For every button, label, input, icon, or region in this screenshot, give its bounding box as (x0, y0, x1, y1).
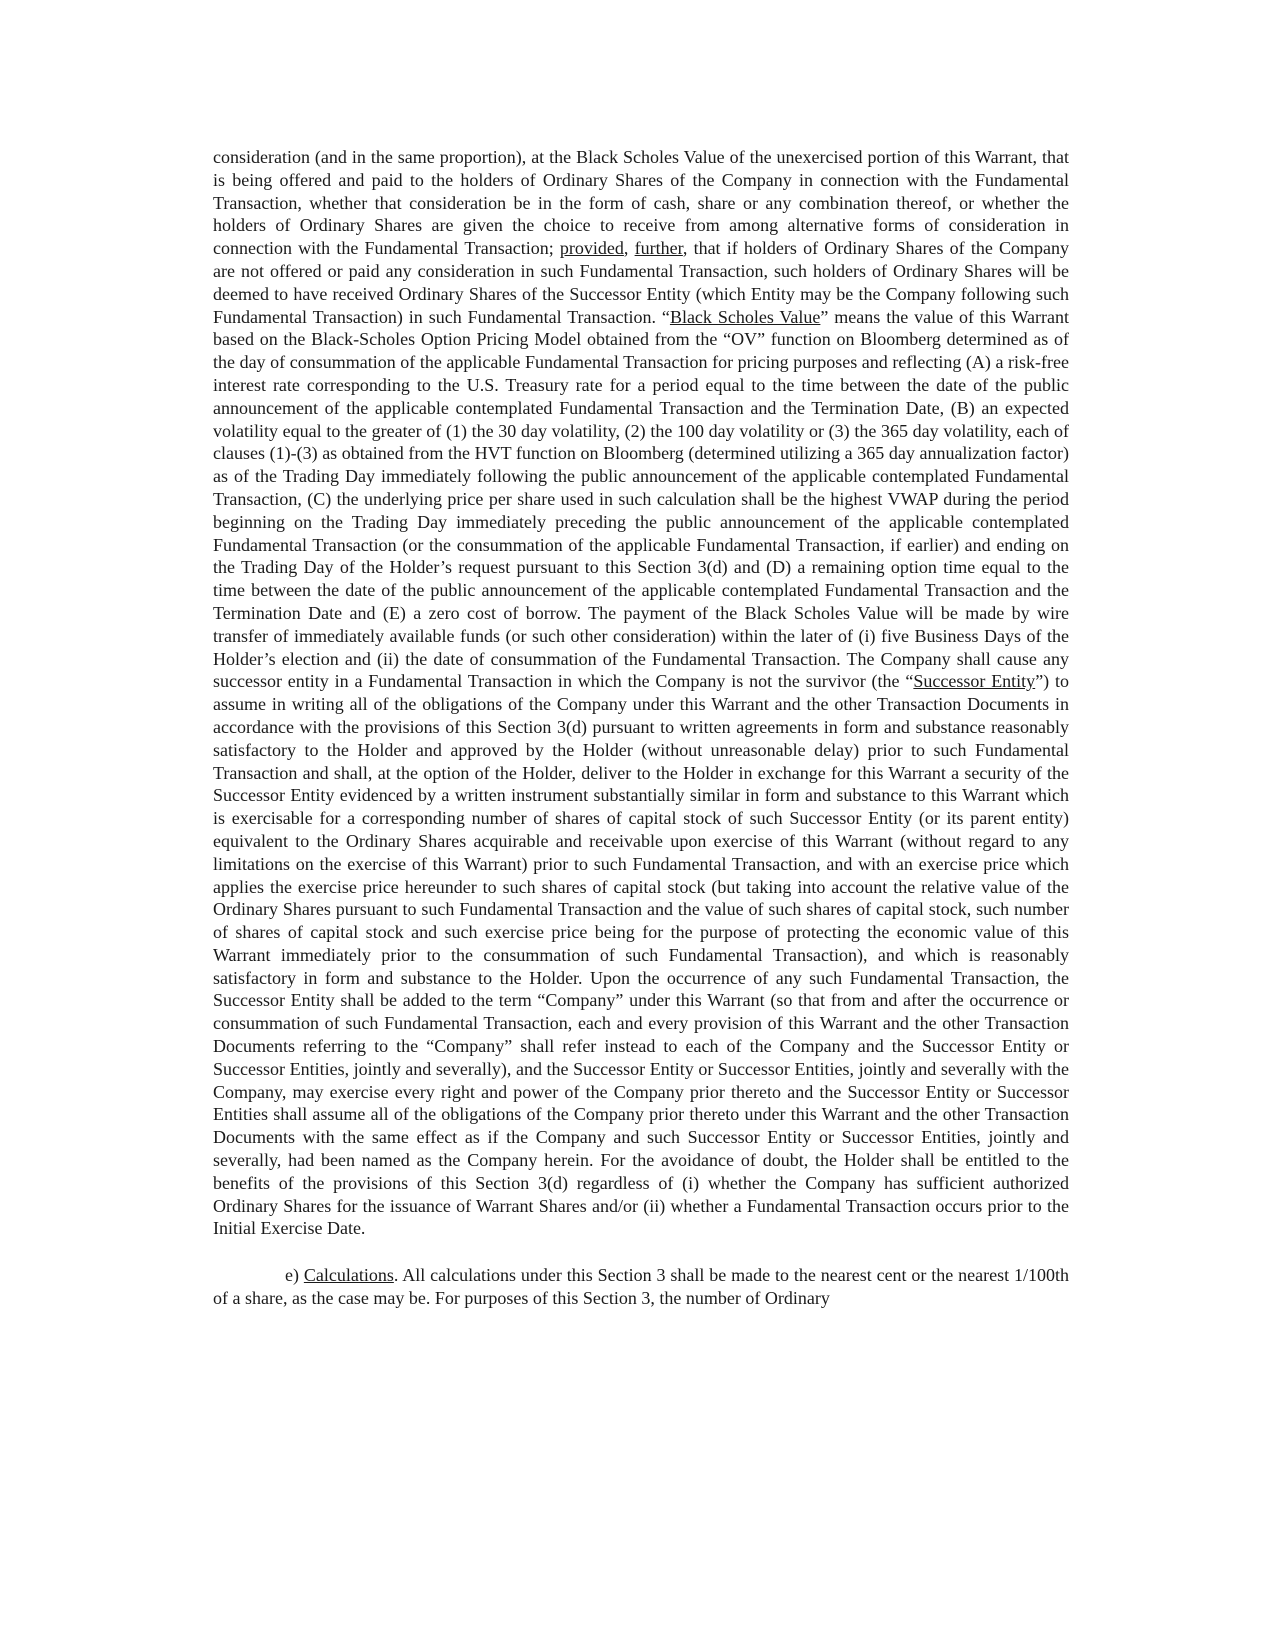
text-run: ”) to assume in writing all of the obligations of the Company under this Warrant and the other Transaction Documents in accordance with the provisions of this Section 3(d) pursuant to written agreements in form and substance reasonably satisfactory to the Holder and approved by the Holder (without unreasonable delay) prior to such Fundamental Transaction and shall, at the option of the Holder, deliver to the Holder in exchange for this Warrant a security of the Successor Entity evidenced by a written instrument substantially similar in form and substance to this Warrant which is exercisable for a corresponding number of shares of capital stock of such Successor Entity (or its parent entity) equivalent to the Ordinary Shares acquirable and receivable upon exercise of this Warrant (without regard to any limitations on the exercise of this Warrant) prior to such Fundamental Transaction, and with an exercise price which applies the exercise price hereunder to such shares of capital stock (but taking into account the relative value of the Ordinary Shares pursuant to such Fundamental Transaction and the value of such shares of capital stock, such number of shares of capital stock and such exercise price being for the purpose of protecting the economic value of this Warrant immediately prior to the consummation of such Fundamental Transaction), and which is reasonably satisfactory in form and substance to the Holder. Upon the occurrence of any such Fundamental Transaction, the Successor Entity shall be added to the term “Company” under this Warrant (so that from and after the occurrence or consummation of such Fundamental Transaction, each and every provision of this Warrant and the other Transaction Documents referring to the “Company” shall refer instead to each of the Company and the Successor Entity or Successor Entities, jointly and severally), and the Successor Entity or Successor Entities, jointly and severally with the Company, may exercise every right and power of the Company prior thereto and the Successor Entity or Successor Entities shall assume all of the obligations of the Company prior thereto under this Warrant and the other Transaction Documents with the same effect as if the Company and such Successor Entity or Successor Entities, jointly and severally, had been named as the Company herein. For the avoidance of doubt, the Holder shall be entitled to the benefits of the provisions of this Section 3(d) regardless of (i) whether the Company has sufficient authorized Ordinary Shares for the issuance of Warrant Shares and/or (ii) whether a Fundamental Transaction occurs prior to the Initial Exercise Date. (213, 671, 1070, 1239)
paragraph-calculations (213, 1264, 1069, 1310)
document-body (213, 146, 1069, 1310)
text-run: e) (285, 1265, 304, 1286)
underlined-term: further (634, 238, 683, 259)
underlined-term: Successor Entity (913, 671, 1036, 692)
underlined-term: provided (559, 238, 624, 259)
text-run: ” means the value of this Warrant based on the Black-Scholes Option Pricing Model obtained from the “OV” function on Bloomberg determined as of the day of consummation of the applicable Fundamental Transaction for pricing purposes and reflecting (A) a risk-free interest rate corresponding to the U.S. Treasury rate for a period equal to the time between the date of the public announcement of the applicable contemplated Fundamental Transaction and the Termination Date, (B) an expected volatility equal to the greater of (1) the 30 day volatility, (2) the 100 day volatility or (3) the 365 day volatility, each of clauses (1)-(3) as obtained from the HVT function on Bloomberg (determined utilizing a 365 day annualization factor) as of the Trading Day immediately following the public announcement of the applicable contemplated Fundamental Transaction, (C) the underlying price per share used in such calculation shall be the highest VWAP during the period beginning on the Trading Day immediately preceding the public announcement of the applicable contemplated Fundamental Transaction (or the consummation of the applicable Fundamental Transaction, if earlier) and ending on the Trading Day of the Holder’s request pursuant to this Section 3(d) and (D) a remaining option time equal to the time between the date of the public announcement of the applicable contemplated Fundamental Transaction and the Termination Date and (E) a zero cost of borrow. The payment of the Black Scholes Value will be made by wire transfer of immediately available funds (or such other consideration) within the later of (i) five Business Days of the Holder’s election and (ii) the date of consummation of the Fundamental Transaction. The Company shall cause any successor entity in a Fundamental Transaction in which the Company is not the survivor (the “ (213, 306, 1070, 692)
text-run: . All calculations under this Section 3 shall be made to the nearest cent or the nearest 1/100th of a share, as the case may be. For purposes of this Section 3, the number of Ordinary (213, 1265, 1070, 1309)
text-run: consideration (and in the same proportion), at the Black Scholes Value of the unexercised portion of this Warrant, that is being offered and paid to the holders of Ordinary Shares of the Company in connection with the Fundamental Transaction, whether that consideration be in the form of cash, share or any combination thereof, or whether the holders of Ordinary Shares are given the choice to receive from among alternative forms of consideration in connection with the Fundamental Transaction; (213, 147, 1069, 259)
underlined-term: Black Scholes Value (669, 306, 821, 327)
underlined-term: Calculations (303, 1265, 394, 1286)
paragraph-fundamental-transaction (213, 146, 1069, 1240)
text-run: , that if holders of Ordinary Shares of the Company are not offered or paid any consideration in such Fundamental Transaction, such holders of Ordinary Shares will be deemed to have received Ordinary Shares of the Successor Entity (which Entity may be the Company following such Fundamental Transaction) in such Fundamental Transaction. “ (213, 238, 1070, 327)
text-run: , (623, 238, 635, 259)
